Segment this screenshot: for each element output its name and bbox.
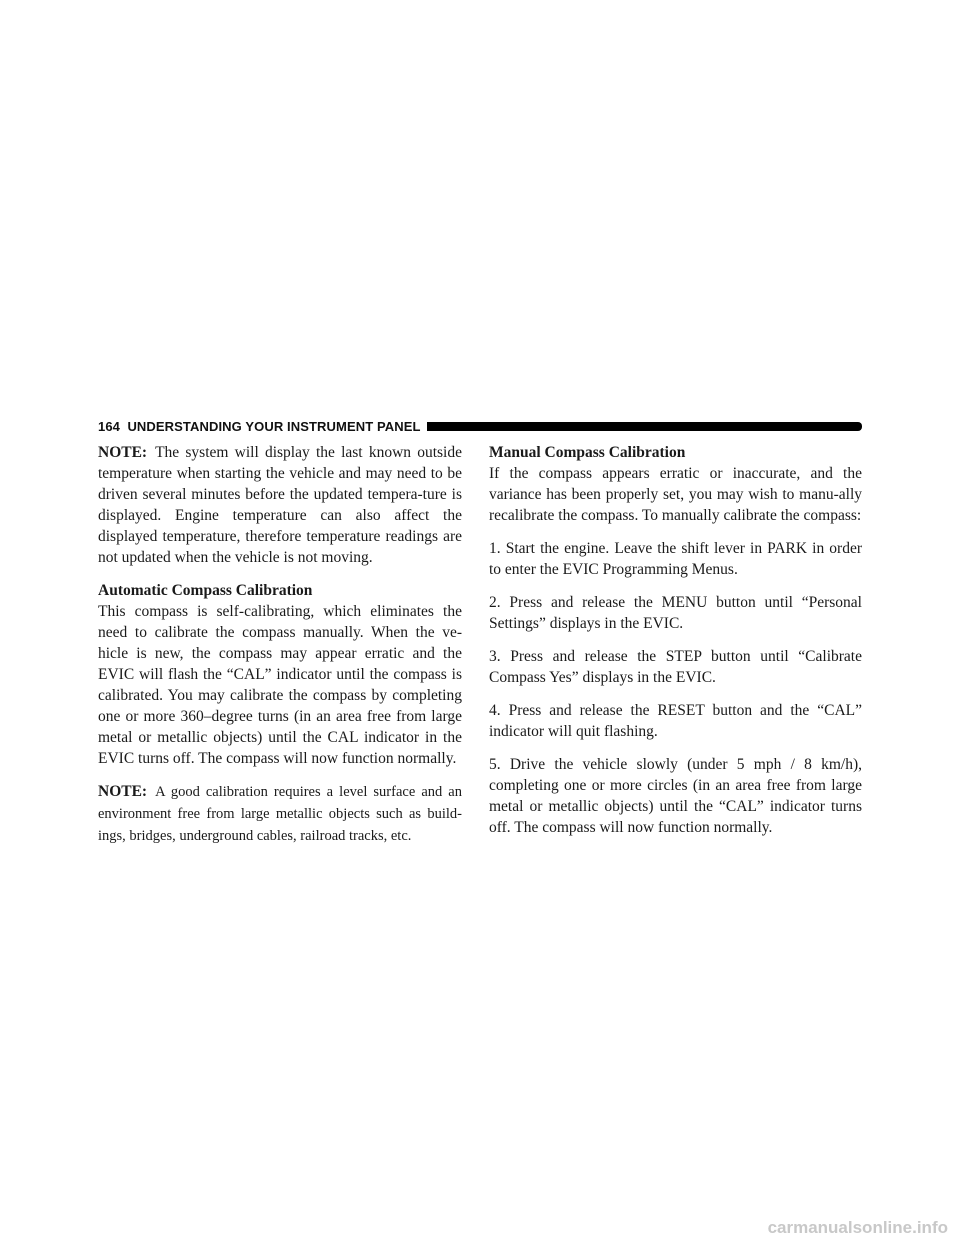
manual-calibration-intro: If the compass appears erratic or inaccurate, and the variance has been properly set, you may wish to manu-ally recalibrate the compass. To manually calibrate the compass: (489, 465, 862, 524)
note-temperature (98, 442, 462, 568)
automatic-calibration-text: This compass is self-calibrating, which eliminates the need to calibrate the compass manually. When the ve-hicle is new, the compass may appear erratic and the EVIC will flash the “CAL” indicator until the compass is calibrated. You may calibrate the compass by completing one or more 360–degree turns (in an area free from large metal or metallic objects) until the CAL indicator in the EVIC turns off. The compass will now function normally. (98, 603, 462, 767)
step-3: 3. Press and release the STEP button until “Calibrate Compass Yes” displays in the EVIC. (489, 648, 862, 686)
page-header (98, 418, 862, 434)
note-text: A good calibration requires a level surface and an environment free from large metallic objects such as build-ings, bridges, underground cables, railroad tracks, etc. (98, 784, 462, 844)
note-label: NOTE: (98, 783, 148, 800)
automatic-calibration-heading: Automatic Compass Calibration (98, 582, 313, 599)
left-column (98, 442, 462, 859)
section-title: UNDERSTANDING YOUR INSTRUMENT PANEL (127, 418, 421, 434)
manual-calibration-heading: Manual Compass Calibration (489, 444, 686, 461)
page-header-text (98, 419, 427, 434)
step-5: 5. Drive the vehicle slowly (under 5 mph / 8 km/h), completing one or more circles (in an area free from large metal or metallic objects) until the “CAL” indicator turns off. The compass will now function normally. (489, 756, 862, 836)
page-number: 164 (98, 418, 120, 434)
header-rule (427, 422, 862, 431)
note-text: The system will display the last known outside temperature when starting the vehicle and may need to be driven several minutes before the updated tempera-ture is displayed. Engine temperature can also affect the displayed temperature, therefore temperature readings are not updated when the vehicle is not moving. (98, 444, 462, 566)
footer (0, 1214, 960, 1242)
watermark-link[interactable]: carmanualsonline.info (767, 1218, 948, 1237)
step-1: 1. Start the engine. Leave the shift lever in PARK in order to enter the EVIC Programming Menus. (489, 540, 862, 578)
step-2: 2. Press and release the MENU button until “Personal Settings” displays in the EVIC. (489, 594, 862, 632)
right-column (489, 442, 862, 850)
note-label: NOTE: (98, 444, 148, 461)
step-4: 4. Press and release the RESET button and the “CAL” indicator will quit flashing. (489, 702, 862, 740)
note-calibration (98, 781, 462, 847)
